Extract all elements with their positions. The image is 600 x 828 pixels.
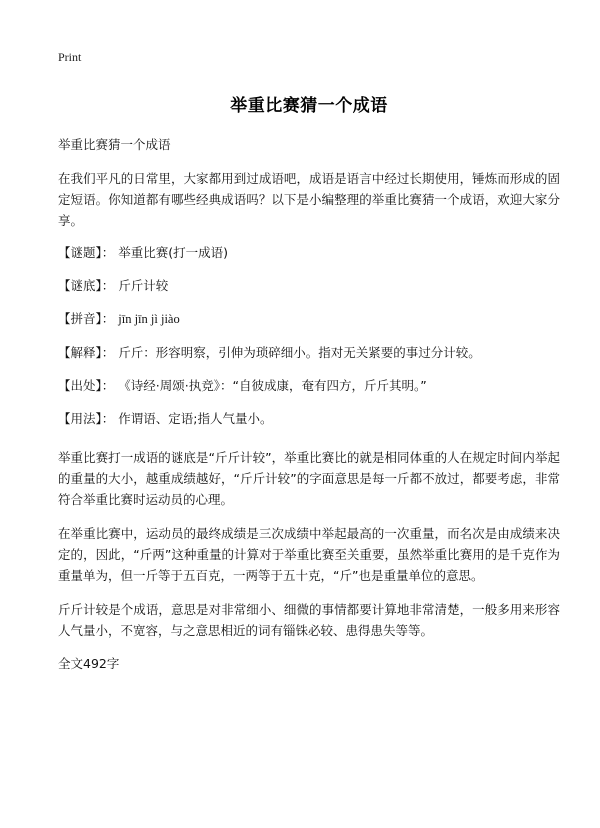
idiom-fields (58, 244, 560, 427)
intro-paragraph: 在我们平凡的日常里，大家都用到过成语吧，成语是语言中经过长期使用，锤炼而形成的固定短语。你知道都有哪些经典成语吗？以下是小编整理的举重比赛猜一个成语，欢迎大家分享。 (58, 171, 560, 228)
field-value: 作谓语、定语;指人气量小。 (118, 411, 273, 426)
word-count: 全文492字 (58, 656, 120, 671)
field-label: 【拼音】： (58, 311, 115, 326)
field-value: 《诗经·周颂·执竞》：“自彼成康，奄有四方，斤斤其明。” (118, 378, 427, 393)
field-label: 【出处】： (58, 378, 115, 393)
page-title: 举重比赛猜一个成语 (230, 96, 388, 116)
field-label: 【谜底】： (58, 278, 115, 293)
field-usage (58, 410, 560, 427)
body-paragraph: 在举重比赛中，运动员的最终成绩是三次成绩中举起最高的一次重量，而名次是由成绩来决定的，因此，“斤两”这种重量的计算对于举重比赛至关重要，虽然举重比赛用的是千克作为重量单为，但一斤等于五百克，一两等于五十克，“斤”也是重量单位的意思。 (58, 526, 560, 583)
print-link[interactable]: Print (58, 50, 82, 64)
field-label: 【谜题】： (58, 245, 115, 260)
field-value: 斤斤计较 (118, 278, 169, 293)
field-value: 举重比赛(打一成语) (118, 245, 229, 260)
field-source (58, 377, 560, 394)
body-paragraph: 举重比赛打一成语的谜底是“斤斤计较”，举重比赛比的就是相同体重的人在规定时间内举起的重量的大小，越重成绩越好，“斤斤计较”的字面意思是每一斤都不放过，都要考虑，非常符合举重比赛时运动员的心理。 (58, 450, 560, 507)
field-riddle (58, 244, 560, 261)
field-explanation (58, 344, 560, 361)
article-subtitle: 举重比赛猜一个成语 (58, 137, 171, 152)
field-value: jīn jīn jì jiào (118, 312, 180, 326)
field-label: 【解释】： (58, 345, 115, 360)
field-value: 斤斤：形容明察，引伸为琐碎细小。指对无关紧要的事过分计较。 (118, 345, 481, 360)
body-paragraph: 斤斤计较是个成语，意思是对非常细小、细微的事情都要计算地非常清楚，一般多用来形容人气量小，不宽容，与之意思相近的词有锱铢必较、患得患失等等。 (58, 602, 560, 638)
article-body (58, 447, 560, 641)
field-answer (58, 277, 560, 294)
field-label: 【用法】： (58, 411, 115, 426)
field-pinyin (58, 310, 560, 328)
